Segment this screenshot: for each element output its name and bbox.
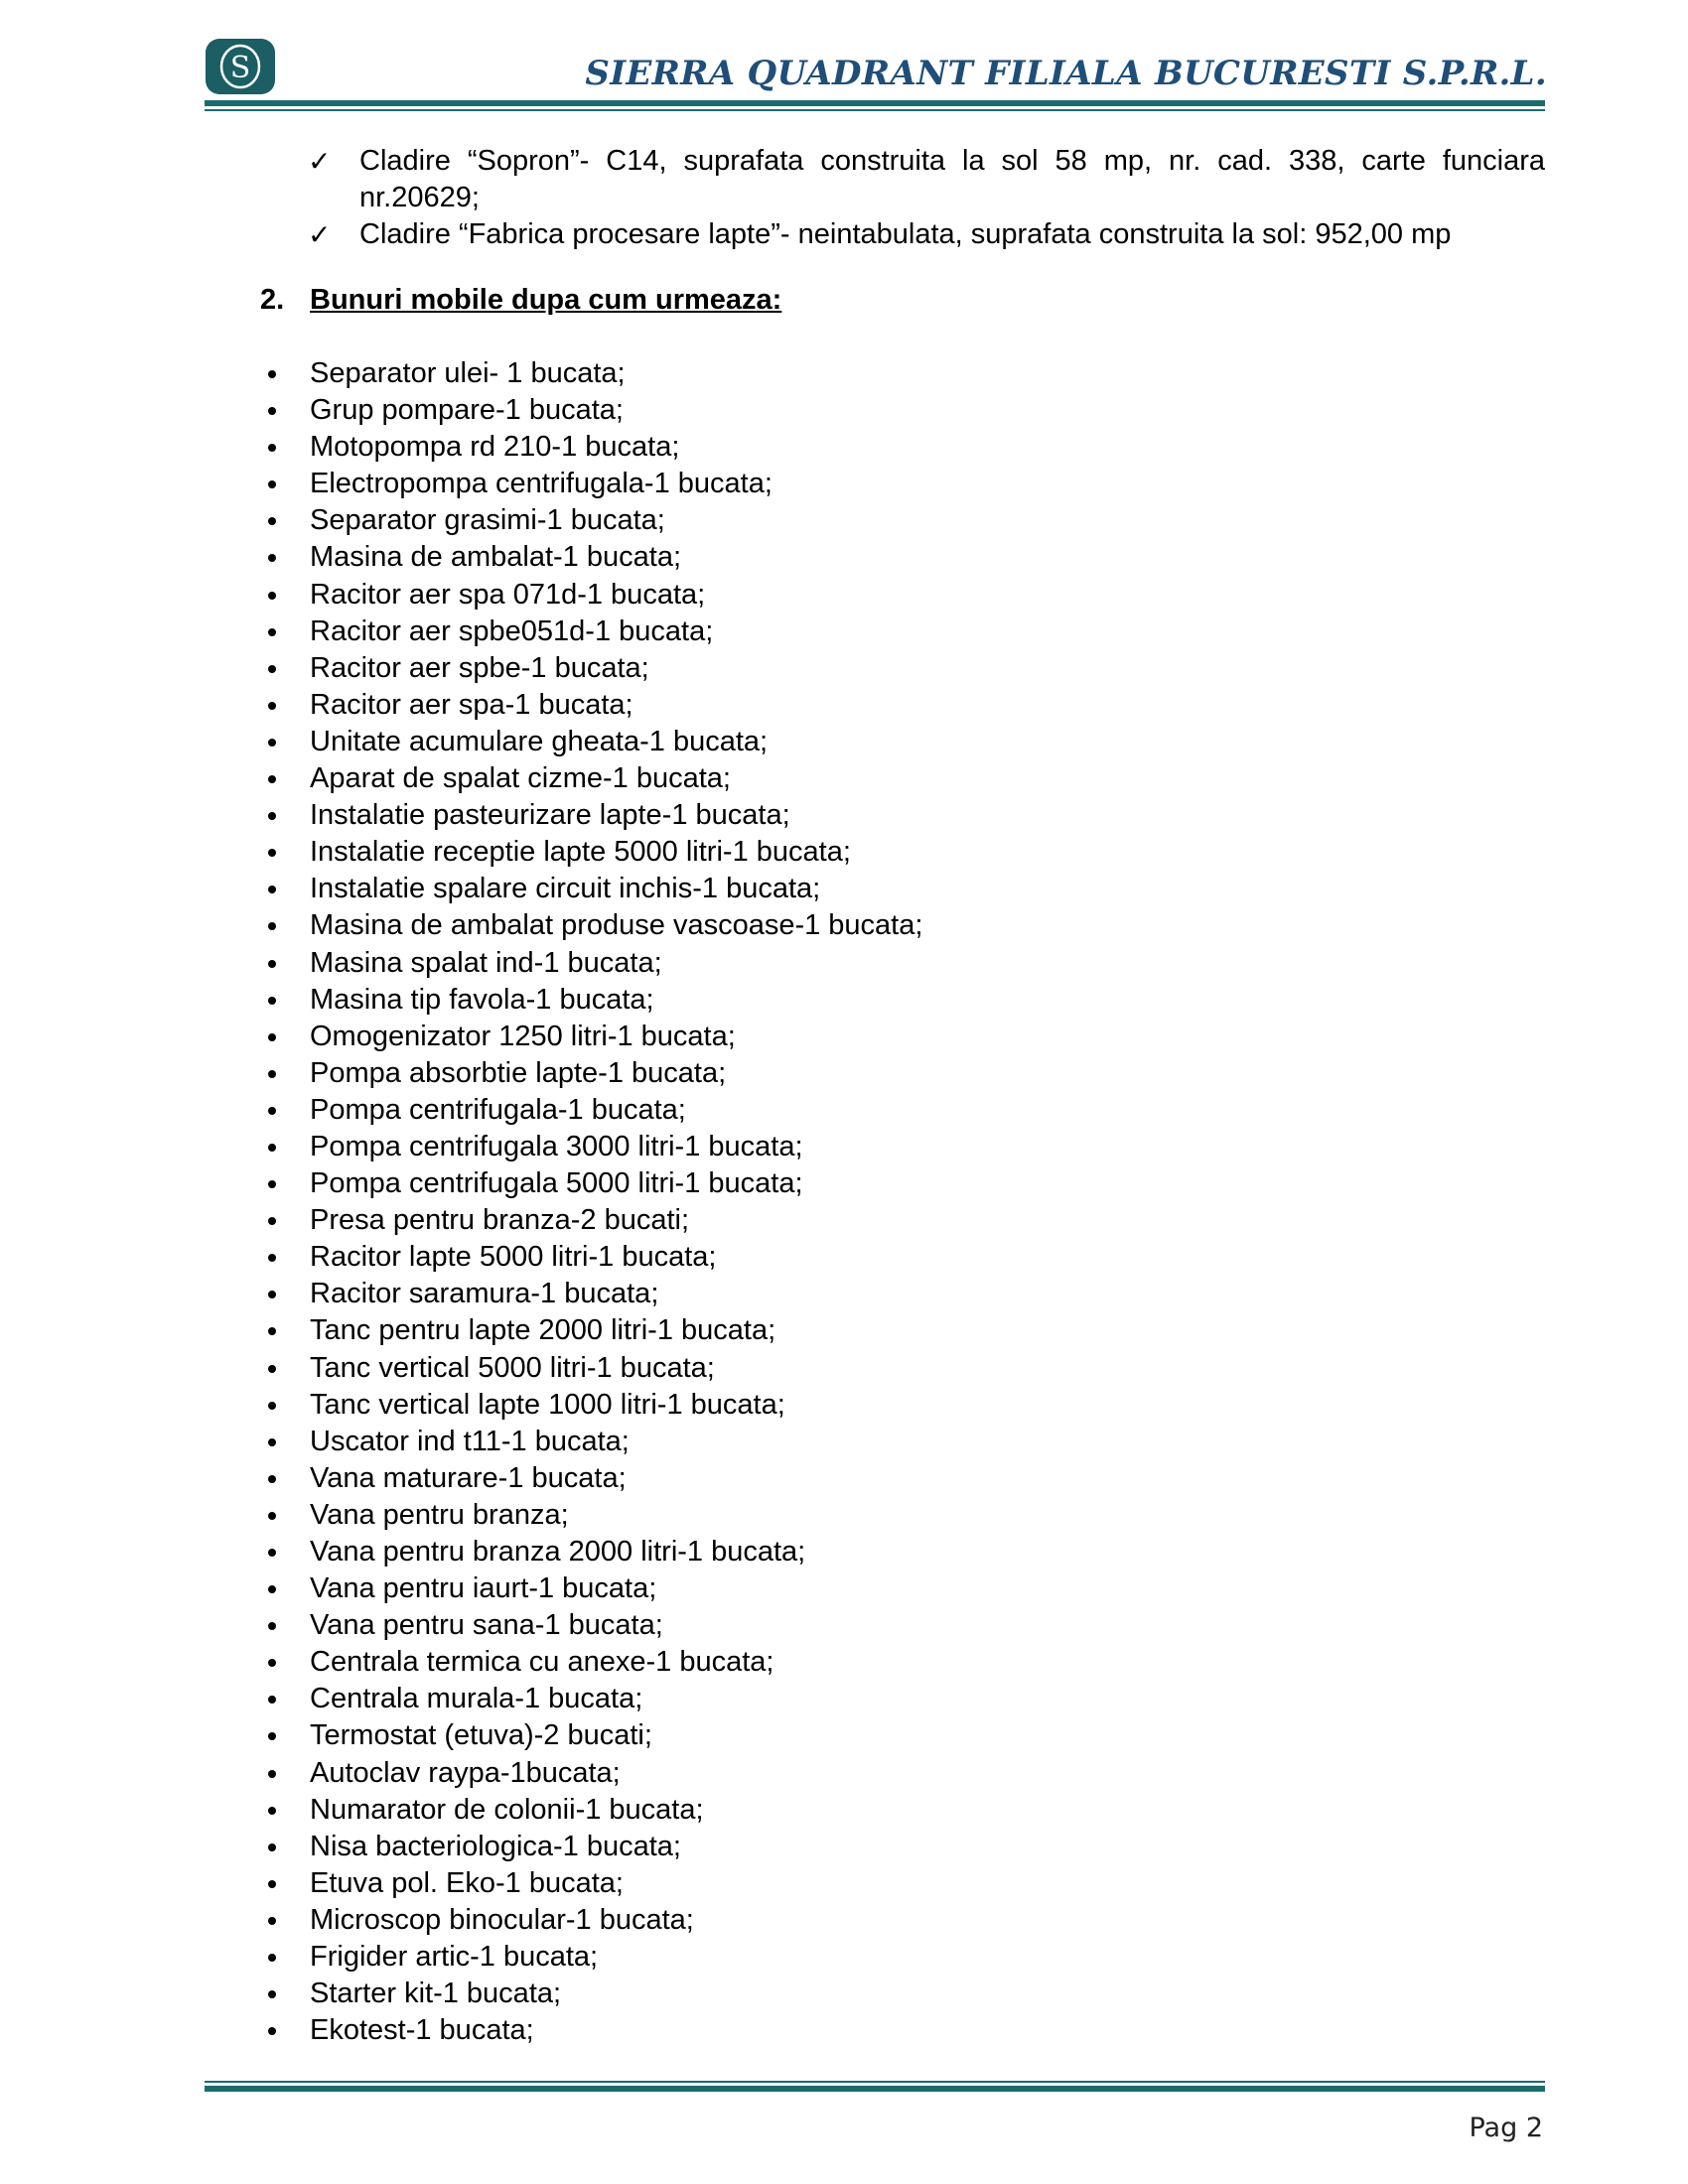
bullet-icon bbox=[268, 812, 276, 820]
list-item bbox=[260, 1202, 922, 1239]
header-rule-thick bbox=[205, 100, 1545, 106]
list-item bbox=[260, 907, 922, 944]
list-item bbox=[260, 392, 922, 429]
bullet-icon bbox=[268, 1990, 276, 1998]
list-item-text: Racitor aer spbe-1 bucata; bbox=[310, 651, 649, 684]
list-item bbox=[260, 871, 922, 907]
bullet-icon bbox=[268, 1512, 276, 1520]
list-item bbox=[260, 1717, 922, 1754]
list-item-text: Vana pentru branza 2000 litri-1 bucata; bbox=[310, 1536, 806, 1568]
bullet-icon bbox=[268, 1475, 276, 1483]
bullet-icon bbox=[268, 1585, 276, 1593]
company-logo bbox=[205, 38, 276, 95]
list-item-text: Uscator ind t11-1 bucata; bbox=[310, 1425, 630, 1457]
section-heading bbox=[260, 284, 781, 317]
bullet-icon bbox=[268, 1843, 276, 1851]
list-item bbox=[260, 502, 922, 539]
list-item-text: Vana pentru iaurt-1 bucata; bbox=[310, 1572, 657, 1605]
buildings-list bbox=[308, 143, 1545, 253]
bullet-icon bbox=[268, 739, 276, 747]
list-item bbox=[260, 650, 922, 687]
bullet-icon bbox=[268, 1696, 276, 1704]
header-rule-thin bbox=[205, 109, 1545, 111]
list-item-text: Tanc vertical 5000 litri-1 bucata; bbox=[310, 1351, 715, 1384]
list-item-text: Numarator de colonii-1 bucata; bbox=[310, 1793, 704, 1826]
bullet-icon bbox=[268, 960, 276, 968]
building-text: Cladire “Sopron”- C14, suprafata construita la sol 58 mp, nr. cad. 338, carte funciara nr.20629; bbox=[359, 145, 1545, 213]
bullet-icon bbox=[268, 1033, 276, 1041]
list-item-text: Electropompa centrifugala-1 bucata; bbox=[310, 468, 773, 500]
list-item bbox=[260, 1607, 922, 1644]
list-item-text: Instalatie spalare circuit inchis-1 bucata; bbox=[310, 873, 821, 905]
list-item-text: Masina spalat ind-1 bucata; bbox=[310, 946, 662, 979]
bullet-icon bbox=[268, 665, 276, 673]
bullet-icon bbox=[268, 922, 276, 930]
bullet-icon bbox=[268, 997, 276, 1005]
list-item-text: Microscop binocular-1 bucata; bbox=[310, 1903, 694, 1936]
bullet-icon bbox=[268, 1807, 276, 1815]
footer-rule-thin bbox=[205, 2081, 1545, 2083]
list-item-text: Racitor aer spbe051d-1 bucata; bbox=[310, 614, 714, 647]
list-item bbox=[260, 1570, 922, 1607]
bullet-icon bbox=[268, 554, 276, 562]
bullet-icon bbox=[268, 592, 276, 600]
movable-goods-list bbox=[260, 355, 922, 2049]
list-item bbox=[260, 539, 922, 576]
list-item-text: Tanc vertical lapte 1000 litri-1 bucata; bbox=[310, 1388, 785, 1421]
list-item-text: Masina de ambalat produse vascoase-1 bucata; bbox=[310, 909, 923, 942]
bullet-icon bbox=[268, 370, 276, 378]
bullet-icon bbox=[268, 1327, 276, 1335]
list-item bbox=[260, 1424, 922, 1460]
bullet-icon bbox=[268, 1144, 276, 1152]
bullet-icon bbox=[268, 1549, 276, 1557]
section-title: Bunuri mobile dupa cum urmeaza: bbox=[310, 284, 782, 316]
list-item bbox=[260, 797, 922, 834]
list-item-text: Instalatie pasteurizare lapte-1 bucata; bbox=[310, 799, 790, 832]
list-item-text: Frigider artic-1 bucata; bbox=[310, 1941, 599, 1974]
building-item bbox=[308, 143, 1545, 216]
list-item-text: Aparat de spalat cizme-1 bucata; bbox=[310, 762, 731, 795]
list-item bbox=[260, 1350, 922, 1387]
bullet-icon bbox=[268, 1402, 276, 1410]
list-item bbox=[260, 760, 922, 797]
list-item-text: Racitor saramura-1 bucata; bbox=[310, 1278, 659, 1310]
list-item bbox=[260, 1534, 922, 1570]
list-item bbox=[260, 982, 922, 1019]
list-item-text: Vana pentru branza; bbox=[310, 1498, 569, 1531]
bullet-icon bbox=[268, 1917, 276, 1925]
list-item bbox=[260, 1092, 922, 1129]
bullet-icon bbox=[268, 1107, 276, 1115]
list-item bbox=[260, 577, 922, 614]
list-item-text: Masina de ambalat-1 bucata; bbox=[310, 541, 681, 574]
list-item bbox=[260, 1939, 922, 1976]
bullet-icon bbox=[268, 1365, 276, 1373]
list-item bbox=[260, 614, 922, 650]
list-item-text: Centrala murala-1 bucata; bbox=[310, 1683, 643, 1715]
list-item bbox=[260, 945, 922, 982]
list-item-text: Nisa bacteriologica-1 bucata; bbox=[310, 1830, 681, 1862]
list-item-text: Separator ulei- 1 bucata; bbox=[310, 357, 626, 389]
list-item bbox=[260, 1312, 922, 1349]
list-item-text: Ekotest-1 bucata; bbox=[310, 2014, 534, 2047]
list-item-text: Racitor aer spa-1 bucata; bbox=[310, 688, 633, 721]
bullet-icon bbox=[268, 1880, 276, 1888]
bullet-icon bbox=[268, 886, 276, 893]
bullet-icon bbox=[268, 517, 276, 525]
bullet-icon bbox=[268, 1070, 276, 1078]
list-item-text: Pompa absorbtie lapte-1 bucata; bbox=[310, 1056, 727, 1089]
list-item-text: Instalatie receptie lapte 5000 litri-1 bucata; bbox=[310, 836, 851, 869]
bullet-icon bbox=[268, 1291, 276, 1298]
list-item bbox=[260, 834, 922, 871]
list-item-text: Presa pentru branza-2 bucati; bbox=[310, 1204, 690, 1237]
list-item-text: Pompa centrifugala-1 bucata; bbox=[310, 1093, 686, 1126]
list-item bbox=[260, 1497, 922, 1534]
list-item bbox=[260, 1792, 922, 1829]
list-item-text: Autoclav raypa-1bucata; bbox=[310, 1756, 621, 1789]
list-item bbox=[260, 1129, 922, 1165]
list-item bbox=[260, 1976, 922, 2012]
list-item bbox=[260, 1644, 922, 1681]
list-item bbox=[260, 1681, 922, 1717]
list-item bbox=[260, 2012, 922, 2049]
list-item bbox=[260, 1865, 922, 1902]
section-number: 2. bbox=[260, 284, 285, 316]
building-text: Cladire “Fabrica procesare lapte”- neintabulata, suprafata construita la sol: 952,00 mp bbox=[359, 218, 1452, 250]
list-item bbox=[260, 687, 922, 724]
list-item bbox=[260, 1165, 922, 1202]
list-item bbox=[260, 466, 922, 502]
list-item bbox=[260, 1019, 922, 1055]
list-item-text: Vana maturare-1 bucata; bbox=[310, 1461, 627, 1494]
list-item-text: Vana pentru sana-1 bucata; bbox=[310, 1609, 663, 1642]
list-item bbox=[260, 1902, 922, 1939]
list-item-text: Tanc pentru lapte 2000 litri-1 bucata; bbox=[310, 1314, 776, 1347]
building-item bbox=[308, 216, 1545, 253]
page-number: Pag 2 bbox=[1469, 2113, 1543, 2143]
bullet-icon bbox=[268, 702, 276, 710]
list-item-text: Motopompa rd 210-1 bucata; bbox=[310, 431, 680, 464]
list-item bbox=[260, 355, 922, 392]
list-item-text: Grup pompare-1 bucata; bbox=[310, 394, 624, 427]
list-item bbox=[260, 1829, 922, 1865]
list-item-text: Separator grasimi-1 bucata; bbox=[310, 504, 665, 537]
list-item bbox=[260, 1055, 922, 1092]
bullet-icon bbox=[268, 1659, 276, 1667]
list-item-text: Starter kit-1 bucata; bbox=[310, 1978, 562, 2010]
bullet-icon bbox=[268, 1770, 276, 1778]
checkmark-icon: ✓ bbox=[308, 218, 332, 251]
list-item-text: Masina tip favola-1 bucata; bbox=[310, 983, 654, 1016]
list-item-text: Pompa centrifugala 5000 litri-1 bucata; bbox=[310, 1167, 803, 1200]
bullet-icon bbox=[268, 1622, 276, 1630]
bullet-icon bbox=[268, 2027, 276, 2035]
bullet-icon bbox=[268, 480, 276, 488]
list-item-text: Termostat (etuva)-2 bucati; bbox=[310, 1719, 652, 1752]
list-item bbox=[260, 724, 922, 760]
bullet-icon bbox=[268, 1954, 276, 1962]
bullet-icon bbox=[268, 849, 276, 857]
bullet-icon bbox=[268, 407, 276, 415]
list-item-text: Omogenizator 1250 litri-1 bucata; bbox=[310, 1020, 736, 1052]
checkmark-icon: ✓ bbox=[308, 145, 332, 178]
bullet-icon bbox=[268, 775, 276, 783]
list-item-text: Racitor aer spa 071d-1 bucata; bbox=[310, 578, 706, 611]
bullet-icon bbox=[268, 1732, 276, 1740]
bullet-icon bbox=[268, 1438, 276, 1446]
list-item-text: Unitate acumulare gheata-1 bucata; bbox=[310, 725, 769, 757]
list-item bbox=[260, 1755, 922, 1792]
list-item-text: Etuva pol. Eko-1 bucata; bbox=[310, 1866, 624, 1899]
list-item-text: Centrala termica cu anexe-1 bucata; bbox=[310, 1646, 774, 1679]
bullet-icon bbox=[268, 444, 276, 452]
list-item bbox=[260, 429, 922, 466]
list-item bbox=[260, 1460, 922, 1497]
logo-letter: S bbox=[229, 51, 251, 85]
bullet-icon bbox=[268, 628, 276, 636]
list-item-text: Pompa centrifugala 3000 litri-1 bucata; bbox=[310, 1130, 803, 1162]
list-item bbox=[260, 1239, 922, 1276]
company-name: SIERRA QUADRANT FILIALA BUCURESTI S.P.R.L. bbox=[585, 54, 1547, 93]
list-item bbox=[260, 1276, 922, 1312]
list-item bbox=[260, 1387, 922, 1424]
bullet-icon bbox=[268, 1217, 276, 1225]
bullet-icon bbox=[268, 1180, 276, 1188]
footer-rule-thick bbox=[205, 2086, 1545, 2092]
list-item-text: Racitor lapte 5000 litri-1 bucata; bbox=[310, 1241, 717, 1274]
bullet-icon bbox=[268, 1254, 276, 1262]
